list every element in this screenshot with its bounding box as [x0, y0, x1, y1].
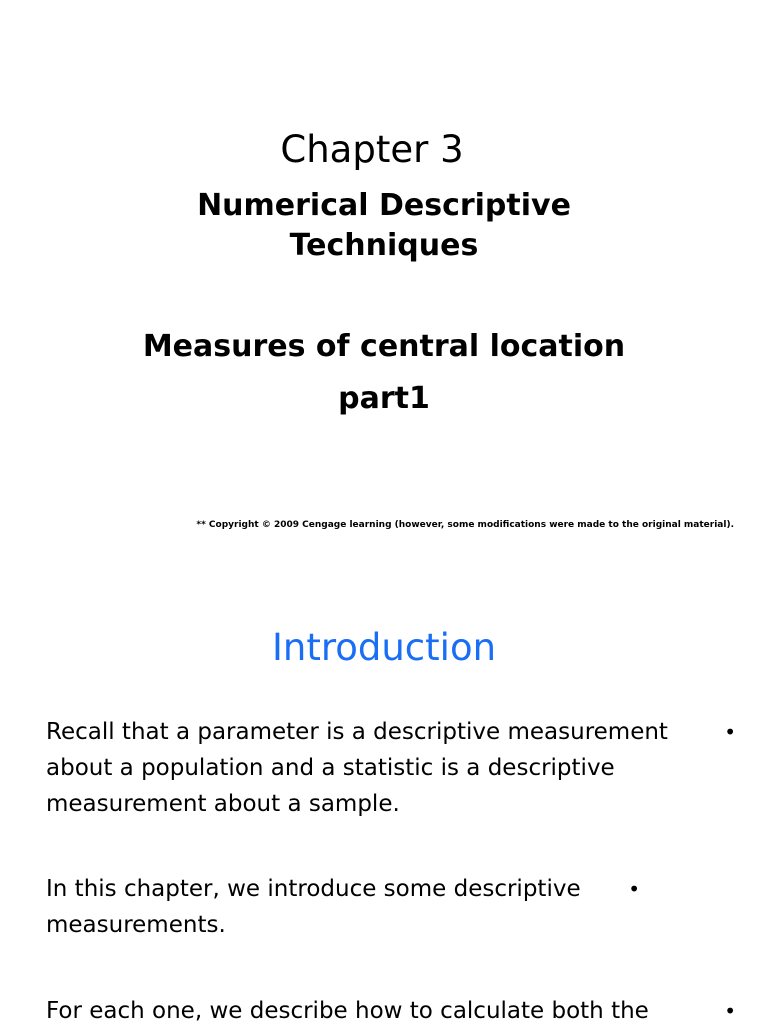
bullet-item — [46, 871, 736, 943]
bullet-text: In this chapter, we introduce some descriptive measurements. — [46, 876, 581, 938]
subtitle-line: Techniques — [289, 228, 479, 263]
subtitle-line: part1 — [338, 381, 430, 416]
copyright-notice: ** Copyright © 2009 Cengage learning (however, some modifications were made to the original material). — [196, 520, 734, 530]
chapter-title: Chapter 3 — [280, 128, 464, 171]
bullet-text: For each one, we describe how to calculate both the — [46, 998, 649, 1024]
bullet-dot-icon: • — [724, 720, 736, 744]
introduction-heading: Introduction — [271, 626, 497, 669]
bullet-item — [46, 714, 736, 822]
subtitle-line: Numerical Descriptive — [197, 188, 571, 223]
bullet-text: Recall that a parameter is a descriptive measurement about a population and a statistic is a descriptive measurement about a sample. — [46, 719, 668, 817]
subtitle-line: Measures of central location — [142, 329, 626, 364]
introduction-slide — [0, 576, 768, 1024]
subtitle-central-location — [0, 327, 768, 419]
subtitle-numerical-techniques — [0, 186, 768, 266]
bullet-dot-icon: • — [628, 877, 640, 901]
bullet-dot-icon: • — [724, 999, 736, 1023]
